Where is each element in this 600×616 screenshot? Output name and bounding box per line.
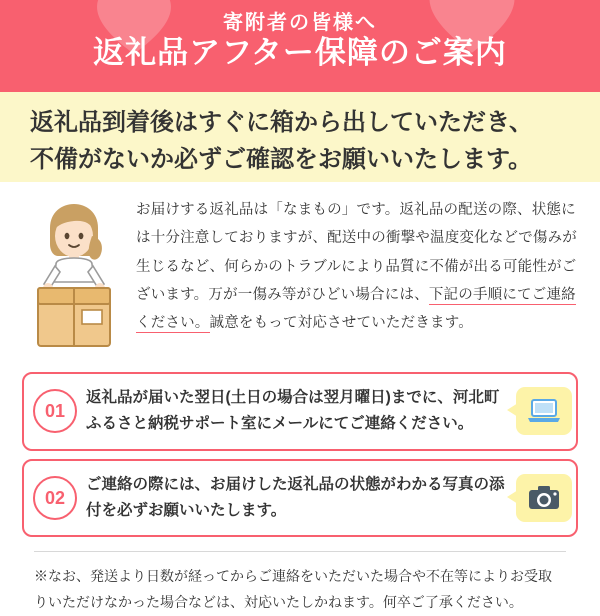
intro-text-part1: お届けする返礼品は「なまもの」です。返礼品の配送の際、状態には十分注意しておりますが、配送中の衝撃や温度変化などで傷みが生じるなど、何らかのトラブルにより品質に不備が出る可能性がございます。万が一傷み等がひどい場合には、: [136, 202, 577, 303]
step-02-text: ご連絡の際には、お届けした返礼品の状態がわかる写真の添付を必ずお願いいたします。: [86, 475, 505, 520]
step-02: [22, 459, 578, 538]
camera-icon: [516, 474, 572, 522]
person-with-box-illustration: [24, 200, 124, 364]
body-area: [0, 182, 600, 616]
footnote-line-2: りいただけなかった場合などは、対応いたしかねます。何卒ご了承ください。: [34, 594, 523, 611]
intro-text: [136, 196, 582, 337]
notice-band: [0, 92, 600, 182]
step-02-number: 02: [33, 476, 77, 520]
notice-line-1: 返礼品到着後はすぐに箱から出していただき、: [30, 109, 534, 136]
step-01-text: 返礼品が届いた翌日(土日の場合は翌月曜日)までに、河北町ふるさと納税サポート室にメールにてご連絡ください。: [86, 389, 500, 433]
step-01-number: 01: [33, 389, 77, 433]
intro-section: [18, 196, 582, 364]
header-banner: [0, 0, 600, 92]
intro-text-part2: 誠意をもって対応させていただきます。: [209, 315, 473, 332]
laptop-icon: [516, 387, 572, 435]
step-01: [22, 372, 578, 451]
header-title: 返礼品アフター保障のご案内: [93, 35, 507, 70]
footnote-line-1: ※なお、発送より日数が経ってからご連絡をいただいた場合や不在等によりお受取: [34, 568, 552, 585]
header-subtitle: 寄附者の皆様へ: [223, 12, 377, 34]
intro-text-underlined: 下記の手順にてご連絡ください。: [136, 286, 576, 332]
footnote: [34, 551, 566, 616]
notice-line-2: 不備がないか必ずご確認をお願いいたします。: [30, 146, 533, 174]
